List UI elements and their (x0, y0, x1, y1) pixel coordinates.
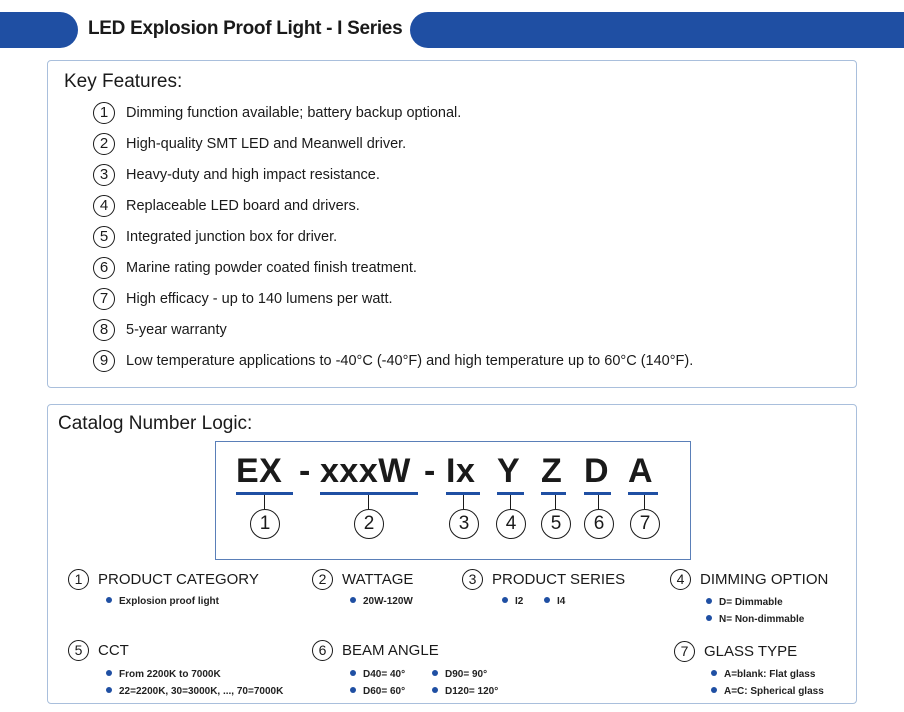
legend-title: DIMMING OPTION (700, 571, 829, 588)
legend-option: D40= 40° (350, 669, 405, 680)
number-circle-icon: 1 (250, 509, 280, 539)
code-dash: - (424, 452, 436, 490)
feature-item (93, 257, 833, 281)
catalog-logic-title: Catalog Number Logic: (58, 413, 253, 434)
legend-title: PRODUCT CATEGORY (98, 571, 259, 588)
feature-item (93, 226, 833, 250)
legend-option: D90= 90° (432, 669, 487, 680)
feature-text: Heavy-duty and high impact resistance. (126, 167, 380, 183)
feature-item (93, 164, 833, 188)
number-circle-icon: 3 (462, 569, 483, 590)
feature-item (93, 133, 833, 157)
feature-item (93, 288, 833, 312)
feature-text: Dimming function available; battery backup optional. (126, 105, 462, 121)
code-underline (541, 492, 566, 495)
bullet-icon (711, 687, 717, 693)
key-features-panel (47, 60, 857, 388)
feature-text: Replaceable LED board and drivers. (126, 198, 360, 214)
legend-beam-angle (312, 640, 542, 700)
bullet-icon (544, 597, 550, 603)
bullet-icon (711, 670, 717, 676)
legend-option: N= Non-dimmable (706, 614, 804, 625)
bullet-icon (106, 597, 112, 603)
number-circle-icon: 5 (93, 226, 115, 248)
legend-dimming-option (670, 569, 850, 629)
feature-text: Integrated junction box for driver. (126, 229, 338, 245)
number-circle-icon: 1 (68, 569, 89, 590)
bullet-icon (350, 670, 356, 676)
code-leader-line (598, 495, 599, 509)
number-circle-icon: 2 (93, 133, 115, 155)
legend-title: PRODUCT SERIES (492, 571, 626, 588)
code-segment-series: Ix (446, 452, 476, 490)
code-segment-glass: A (628, 452, 654, 490)
catalog-code-box (215, 441, 691, 560)
number-circle-icon: 7 (674, 641, 695, 662)
number-circle-icon: 4 (93, 195, 115, 217)
bullet-icon (502, 597, 508, 603)
header-bar-right (410, 12, 904, 48)
header-bar-left (0, 12, 78, 48)
code-leader-line (463, 495, 464, 509)
legend-title: CCT (98, 642, 129, 659)
code-leader-line (510, 495, 511, 509)
feature-text: Marine rating powder coated finish treatment. (126, 260, 417, 276)
page-title: LED Explosion Proof Light - I Series (88, 18, 403, 39)
legend-product-category (68, 569, 298, 619)
legend-option: D120= 120° (432, 686, 498, 697)
number-circle-icon: 6 (312, 640, 333, 661)
legend-option: D= Dimmable (706, 597, 783, 608)
bullet-icon (106, 670, 112, 676)
legend-option: Explosion proof light (106, 596, 219, 607)
feature-text: Low temperature applications to -40°C (-40°F) and high temperature up to 60°C (140°F). (126, 353, 694, 369)
legend-product-series (462, 569, 662, 619)
number-circle-icon: 6 (584, 509, 614, 539)
code-leader-line (264, 495, 265, 509)
legend-option: 22=2200K, 30=3000K, ..., 70=7000K (106, 686, 283, 697)
legend-wattage (312, 569, 452, 619)
code-segment-wattage: xxxW (320, 452, 411, 490)
feature-text: High efficacy - up to 140 lumens per watt. (126, 291, 393, 307)
code-underline (628, 492, 658, 495)
legend-option: 20W-120W (350, 596, 413, 607)
bullet-icon (432, 670, 438, 676)
legend-option: From 2200K to 7000K (106, 669, 221, 680)
code-segment-beam: D (584, 452, 610, 490)
number-circle-icon: 7 (630, 509, 660, 539)
code-leader-line (368, 495, 369, 509)
legend-option: A=blank: Flat glass (711, 669, 815, 680)
number-circle-icon: 6 (93, 257, 115, 279)
feature-item (93, 195, 833, 219)
number-circle-icon: 2 (312, 569, 333, 590)
number-circle-icon: 5 (541, 509, 571, 539)
feature-item (93, 102, 833, 126)
catalog-logic-panel (47, 404, 857, 704)
feature-item (93, 350, 833, 374)
number-circle-icon: 1 (93, 102, 115, 124)
bullet-icon (706, 615, 712, 621)
number-circle-icon: 7 (93, 288, 115, 310)
number-circle-icon: 3 (449, 509, 479, 539)
code-leader-line (644, 495, 645, 509)
number-circle-icon: 9 (93, 350, 115, 372)
legend-option: A=C: Spherical glass (711, 686, 824, 697)
key-features-title: Key Features: (64, 71, 183, 92)
bullet-icon (706, 598, 712, 604)
legend-glass-type (674, 641, 854, 701)
legend-option: D60= 60° (350, 686, 405, 697)
number-circle-icon: 4 (496, 509, 526, 539)
code-leader-line (555, 495, 556, 509)
code-segment-cct: Z (541, 452, 563, 490)
legend-title: BEAM ANGLE (342, 642, 439, 659)
feature-text: High-quality SMT LED and Meanwell driver. (126, 136, 407, 152)
number-circle-icon: 8 (93, 319, 115, 341)
legend-option: I4 (544, 596, 565, 607)
legend-cct (68, 640, 308, 700)
legend-option: I2 (502, 596, 523, 607)
number-circle-icon: 2 (354, 509, 384, 539)
code-segment-dimming: Y (497, 452, 521, 490)
feature-text: 5-year warranty (126, 322, 227, 338)
bullet-icon (350, 597, 356, 603)
number-circle-icon: 5 (68, 640, 89, 661)
code-segment-category: EX (236, 452, 283, 490)
feature-item (93, 319, 833, 343)
number-circle-icon: 4 (670, 569, 691, 590)
bullet-icon (106, 687, 112, 693)
legend-title: WATTAGE (342, 571, 414, 588)
bullet-icon (432, 687, 438, 693)
legend-title: GLASS TYPE (704, 643, 798, 660)
code-dash: - (299, 452, 311, 490)
bullet-icon (350, 687, 356, 693)
number-circle-icon: 3 (93, 164, 115, 186)
